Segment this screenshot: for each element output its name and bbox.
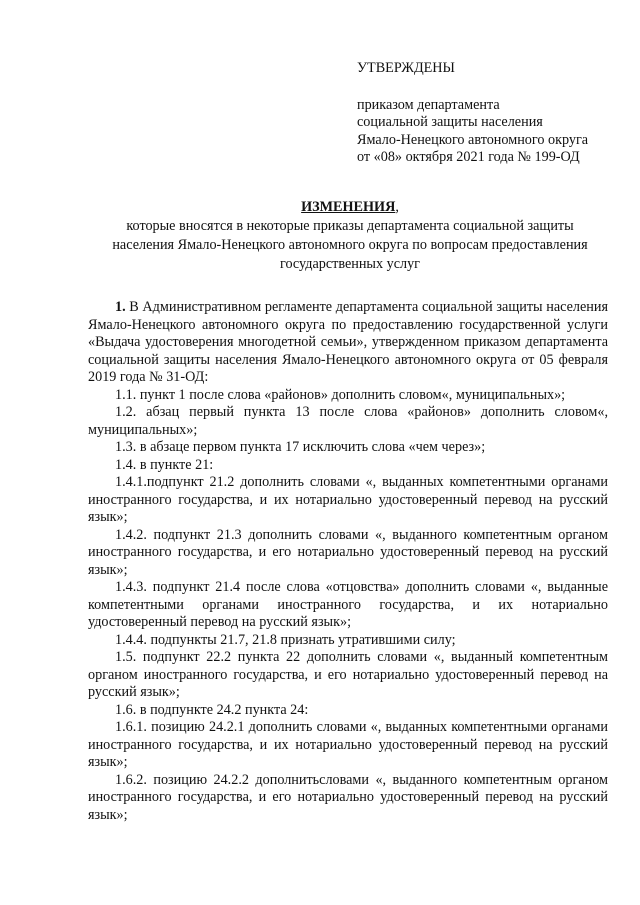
document-body bbox=[88, 299, 608, 824]
approval-line: Ямало-Ненецкого автономного округа bbox=[357, 131, 589, 148]
paragraph-1-6-1 bbox=[88, 719, 608, 772]
item-text: подпункты 21.7, 21.8 признать утратившими силу; bbox=[146, 631, 456, 648]
item-number: 1.4.3. bbox=[115, 579, 147, 595]
item-text: в подпункте 24.2 пункта 24: bbox=[136, 701, 309, 718]
item-number: 1.6.1. bbox=[115, 719, 147, 735]
approval-line: приказом департамента bbox=[357, 96, 500, 113]
subtitle-line: населения Ямало-Ненецкого автономного округа по вопросам предоставления bbox=[112, 237, 588, 253]
document-title-comma: , bbox=[395, 199, 399, 215]
item-number: 1.4.1. bbox=[115, 474, 147, 490]
paragraph-1-4-1 bbox=[88, 474, 608, 527]
approval-heading: УТВЕРЖДЕНЫ bbox=[357, 60, 455, 76]
item-number: 1.4.4. bbox=[115, 631, 147, 648]
item-number: 1.4.2. bbox=[115, 526, 147, 543]
item-text: пункт 1 после слова «районов» дополнить словом«, муниципальных»; bbox=[136, 386, 566, 403]
item-number: 1.4. bbox=[115, 456, 137, 473]
item-number: 1.5. bbox=[115, 649, 137, 665]
paragraph-1-5 bbox=[88, 649, 608, 702]
paragraph-1-6-2 bbox=[88, 772, 608, 825]
item-number: 1. bbox=[115, 299, 126, 315]
document-title-row bbox=[60, 198, 640, 217]
approval-line: социальной защиты населения bbox=[357, 114, 543, 130]
item-number: 1.2. bbox=[115, 404, 137, 420]
paragraph-1-2 bbox=[88, 404, 608, 439]
item-text: в абзаце первом пункта 17 исключить слова «чем через»; bbox=[136, 439, 486, 455]
paragraph-1-4-3 bbox=[88, 579, 608, 632]
paragraph-1-3 bbox=[88, 439, 608, 457]
paragraph-1 bbox=[88, 299, 608, 387]
subtitle-line: которые вносятся в некоторые приказы департамента социальной защиты bbox=[126, 218, 574, 234]
item-text: позицию 24.2.1 дополнить словами «, выданных компетентными органами иностранного государства, и их нотариально удостоверенный перевод на русский язык»; bbox=[88, 719, 608, 770]
document-title: ИЗМЕНЕНИЯ bbox=[301, 199, 396, 215]
document-heading bbox=[60, 198, 640, 274]
approval-line: от «08» октября 2021 года № 199-ОД bbox=[357, 149, 580, 165]
subtitle-line: государственных услуг bbox=[280, 256, 420, 272]
item-text: подпункт 22.2 пункта 22 дополнить словами «, выданный компетентным органом иностранного государства, и его нотариально удостоверенный перевод на русский язык»; bbox=[88, 649, 608, 700]
item-number: 1.6. bbox=[115, 701, 137, 718]
paragraph-1-4 bbox=[88, 457, 608, 475]
item-text: позицию 24.2.2 дополнитьсловами «, выданного компетентным органом иностранного государства, и его нотариально удостоверенный перевод на русский язык»; bbox=[88, 771, 608, 823]
item-number: 1.1. bbox=[115, 386, 137, 403]
paragraph-1-1 bbox=[88, 387, 608, 405]
item-text: подпункт 21.4 после слова «отцовства» дополнить словами «, выданные компетентными органами иностранного государства, и их нотариально удостоверенный перевод на русский язык»; bbox=[88, 579, 608, 630]
item-text: подпункт 21.3 дополнить словами «, выданного компетентным органом иностранного государства, и его нотариально удостоверенный перевод на русский язык»; bbox=[88, 526, 608, 578]
item-text: В Административном регламенте департамента социальной защиты населения Ямало-Ненецкого автономного округа по предоставлению государственной услуги «Выдача удостоверения многодетной семьи», утвержденном приказом департамента социальной защиты населения Ямало-Ненецкого автономного округа от 05 февраля 2019 года № 31-ОД: bbox=[88, 299, 608, 385]
paragraph-1-4-4 bbox=[88, 632, 608, 650]
item-number: 1.3. bbox=[115, 439, 137, 455]
approval-block bbox=[357, 60, 627, 167]
paragraph-1-4-2 bbox=[88, 527, 608, 580]
item-text: подпункт 21.2 дополнить словами «, выданных компетентными органами иностранного государства, и их нотариально удостоверенный перевод на русский язык»; bbox=[88, 474, 608, 525]
item-text: абзац первый пункта 13 после слова «районов» дополнить словом«, муниципальных»; bbox=[88, 404, 608, 438]
item-number: 1.6.2. bbox=[115, 771, 147, 788]
paragraph-1-6 bbox=[88, 702, 608, 720]
item-text: в пункте 21: bbox=[136, 456, 214, 473]
